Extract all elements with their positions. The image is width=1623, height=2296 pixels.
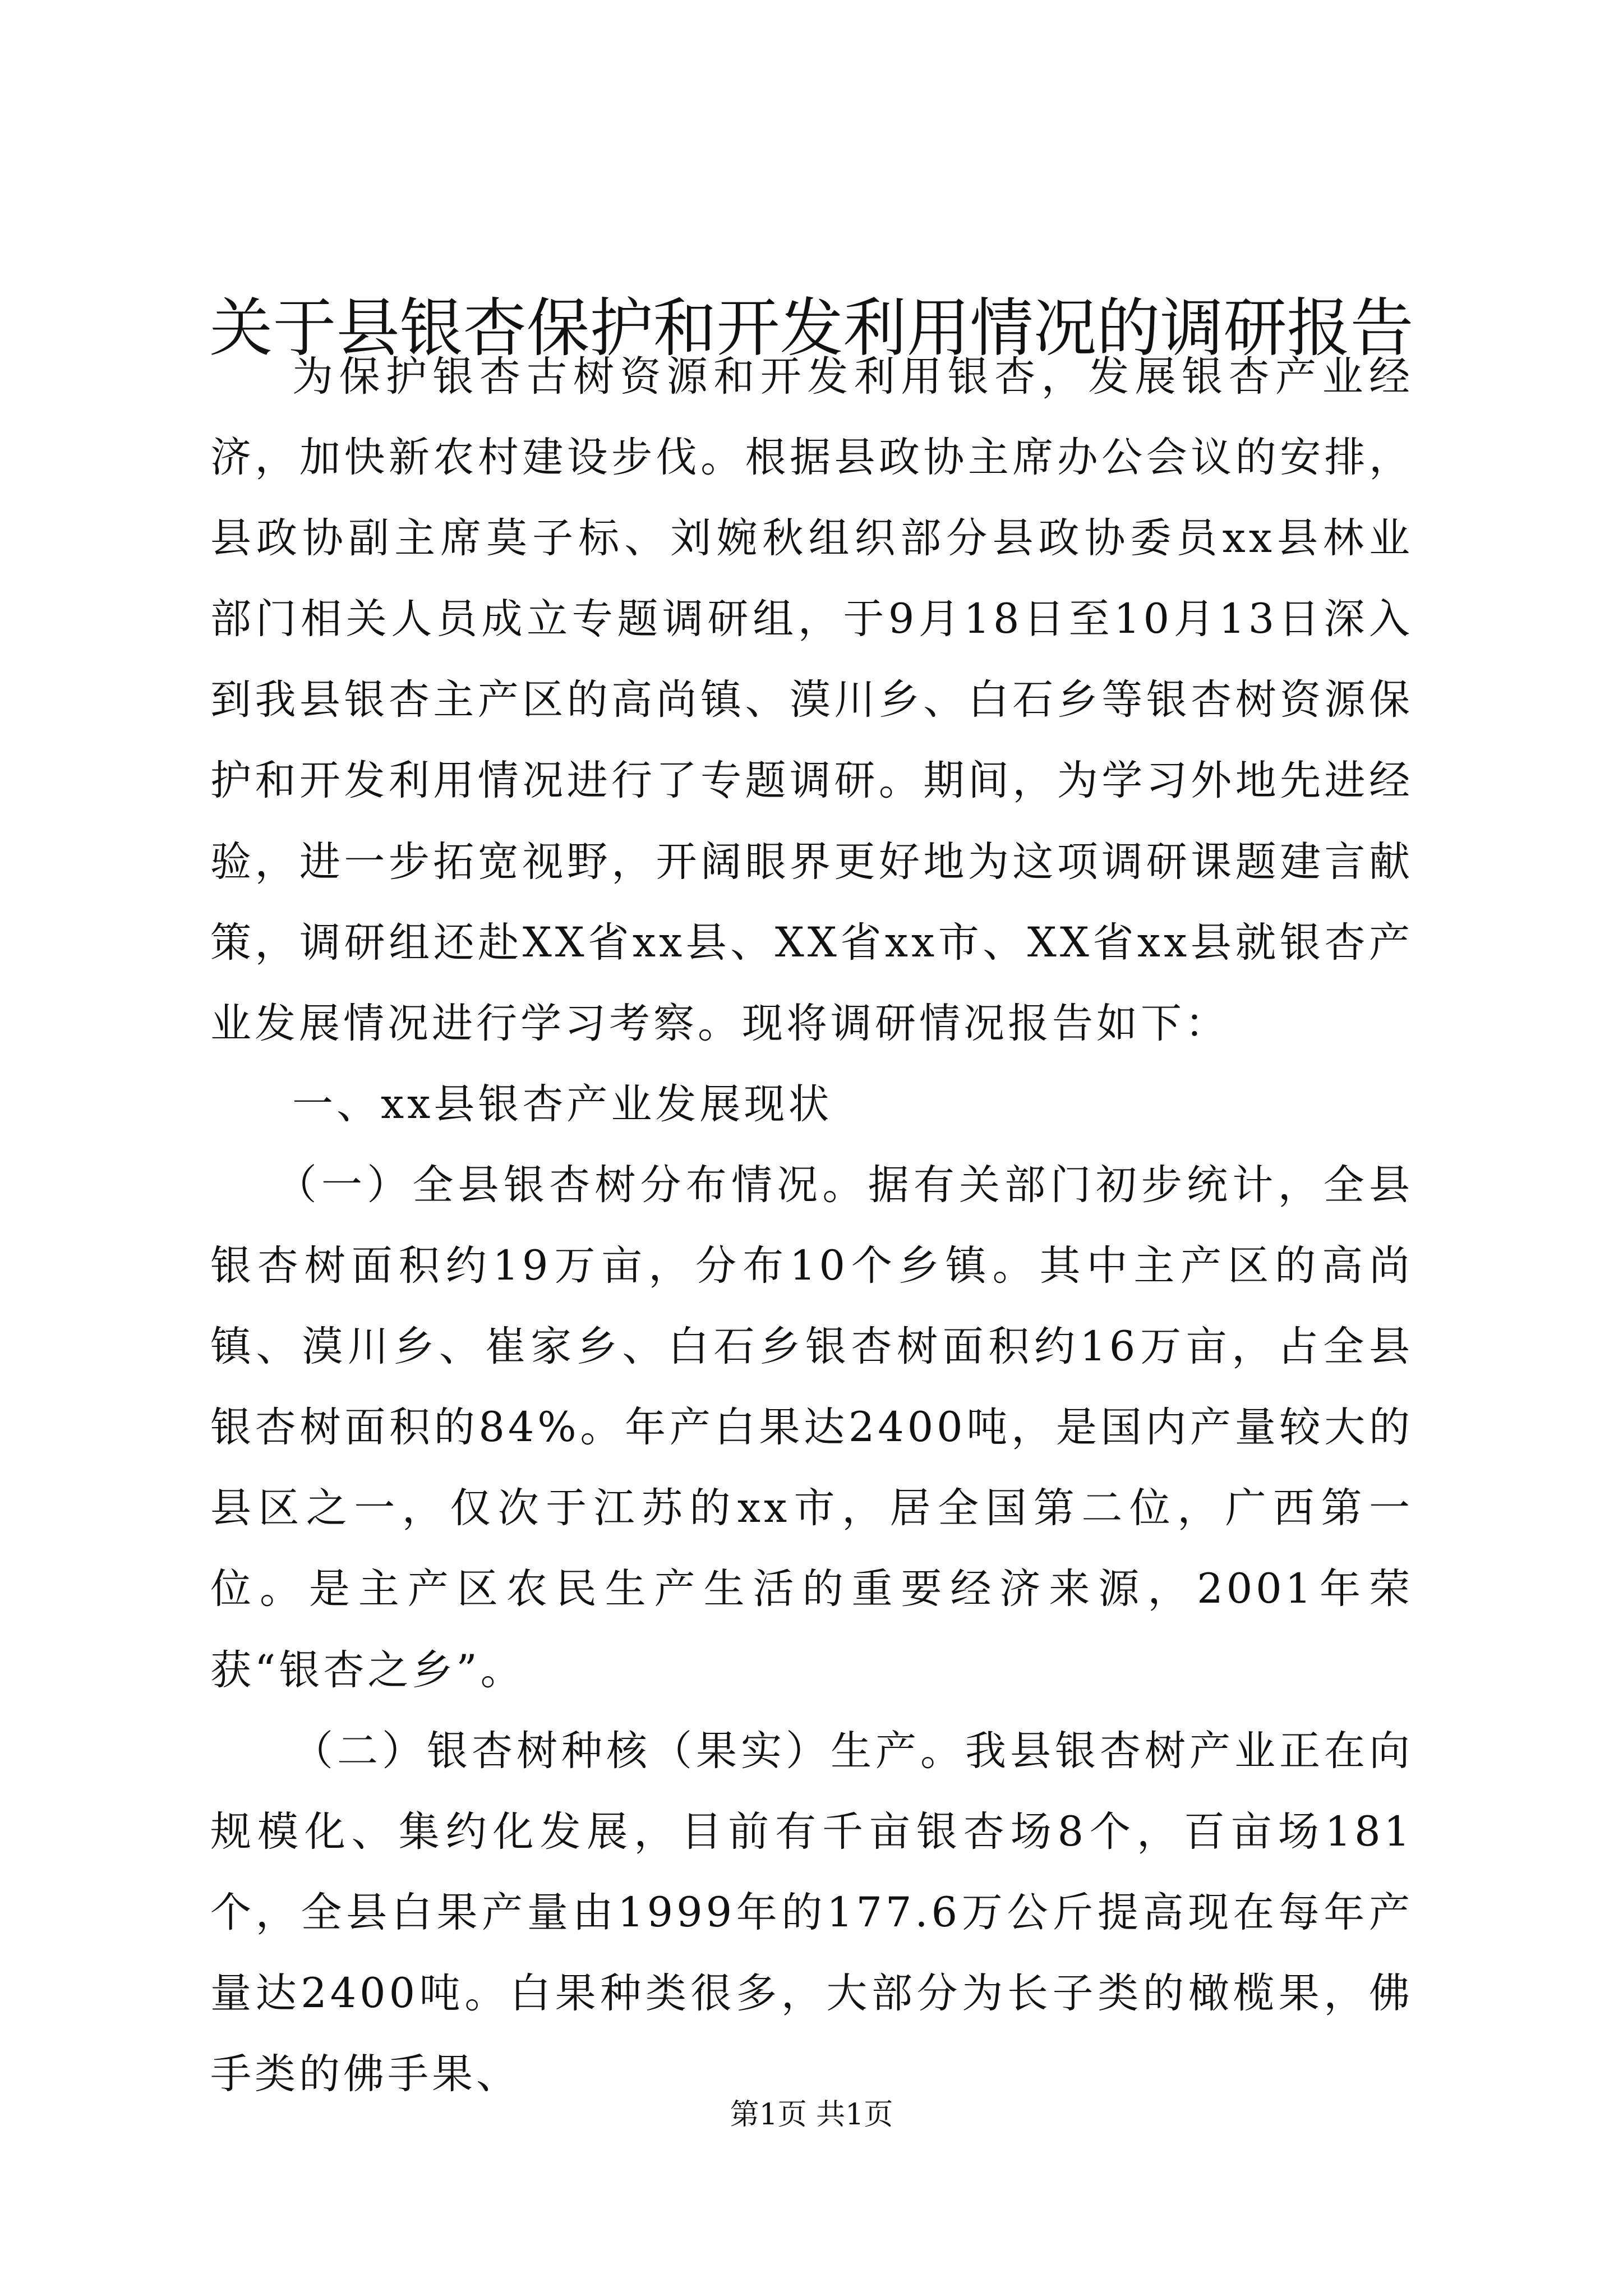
document-body (210, 337, 1413, 2115)
section-heading-1: 一、xx县银杏产业发展现状 (292, 1080, 833, 1128)
paragraph-production: （二）银杏树种核（果实）生产。我县银杏树产业正在向规模化、集约化发展，目前有千亩银杏场8个，百亩场181个，全县白果产量由1999年的177.6万公斤提高现在每年产量达2400吨。白果种类很多，大部分为长子类的橄榄果，佛手类的佛手果、 (210, 1727, 1413, 2098)
page-number-footer: 第1页 共1页 (730, 2098, 893, 2132)
paragraph-intro: 为保护银杏古树资源和开发利用银杏，发展银杏产业经济，加快新农村建设步伐。根据县政协主席办公会议的安排，县政协副主席莫子标、刘婉秋组织部分县政协委员xx县林业部门相关人员成立专题调研组，于9月18日至10月13日深入到我县银杏主产区的高尚镇、漠川乡、白石乡等银杏树资源保护和开发利用情况进行了专题调研。期间，为学习外地先进经验，进一步拓宽视野，开阔眼界更好地为这项调研课题建言献策，调研组还赴XX省xx县、XX省xx市、XX省xx县就银杏产业发展情况进行学习考察。现将调研情况报告如下： (210, 353, 1413, 1047)
paragraph-distribution: （一）全县银杏树分布情况。据有关部门初步统计，全县银杏树面积约19万亩，分布10个乡镇。其中主产区的高尚镇、漠川乡、崔家乡、白石乡银杏树面积约16万亩，占全县银杏树面积的84%。年产白果达2400吨，是国内产量较大的县区之一，仅次于江苏的xx市，居全国第二位，广西第一位。是主产区农民生产生活的重要经济来源，2001年荣获“银杏之乡”。 (210, 1161, 1413, 1694)
document-title: 关于县银杏保护和开发利用情况的调研报告 (209, 291, 1414, 365)
